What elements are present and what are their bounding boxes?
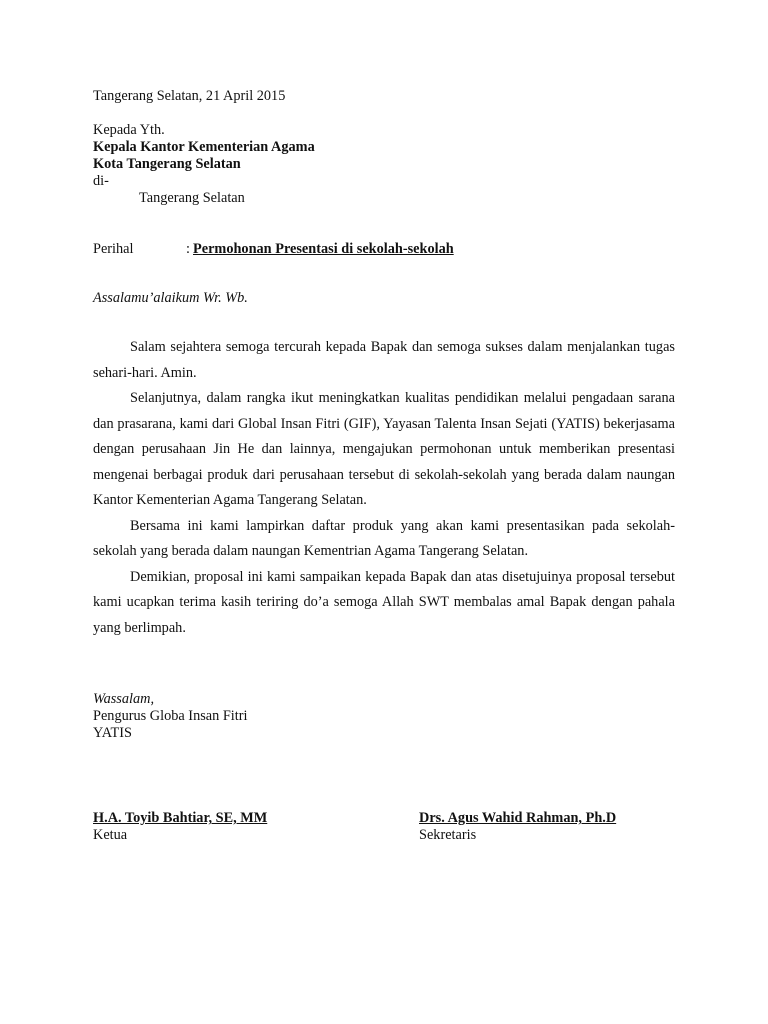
signatory-1-title: Ketua xyxy=(93,827,128,843)
signatory-2-name: Drs. Agus Wahid Rahman, Ph.D xyxy=(419,810,617,826)
closing-org1: Pengurus Globa Insan Fitri xyxy=(93,708,248,724)
recipient-line2: Kota Tangerang Selatan xyxy=(93,156,241,172)
signatory-2-title: Sekretaris xyxy=(419,827,477,843)
place-date: Tangerang Selatan, 21 April 2015 xyxy=(93,88,286,104)
subject-value: Permohonan Presentasi di sekolah-sekolah xyxy=(193,241,454,257)
recipient-salutation: Kepada Yth. xyxy=(93,122,165,138)
subject-label: Perihal xyxy=(93,241,134,257)
subject-separator: : xyxy=(186,241,190,257)
closing-org2: YATIS xyxy=(93,725,132,741)
recipient-line1: Kepala Kantor Kementerian Agama xyxy=(93,139,315,155)
closing-wassalam: Wassalam, xyxy=(93,691,155,707)
greeting: Assalamu’alaikum Wr. Wb. xyxy=(93,290,248,306)
recipient-city: Tangerang Selatan xyxy=(139,190,245,206)
paragraph-3: Bersama ini kami lampirkan daftar produk yang akan kami presentasikan pada sekolah-sekolah yang berada dalam naungan Kementrian Agama Tangerang Selatan. xyxy=(93,517,675,559)
paragraph-1: Salam sejahtera semoga tercurah kepada Bapak dan semoga sukses dalam menjalankan tugas sehari-hari. Amin. xyxy=(93,339,675,381)
recipient-di: di- xyxy=(93,173,109,189)
paragraph-4: Demikian, proposal ini kami sampaikan kepada Bapak dan atas disetujuinya proposal tersebut kami ucapkan terima kasih teriring do’a semoga Allah SWT membalas amal Bapak dengan pahala yang berlimpah. xyxy=(93,568,675,636)
paragraph-2: Selanjutnya, dalam rangka ikut meningkatkan kualitas pendidikan melalui pengadaan sarana dan prasarana, kami dari Global Insan Fitri (GIF), Yayasan Talenta Insan Sejati (YATIS) bekerjasama dengan perusahaan Jin He dan lainnya, mengajukan permohonan untuk memberikan presentasi mengenai berbagai produk dari perusahaan tersebut di sekolah-sekolah yang berada dalam naungan Kantor Kementerian Agama Tangerang Selatan. xyxy=(93,390,675,508)
signatory-1-name: H.A. Toyib Bahtiar, SE, MM xyxy=(93,810,268,826)
letter-body xyxy=(93,335,675,641)
